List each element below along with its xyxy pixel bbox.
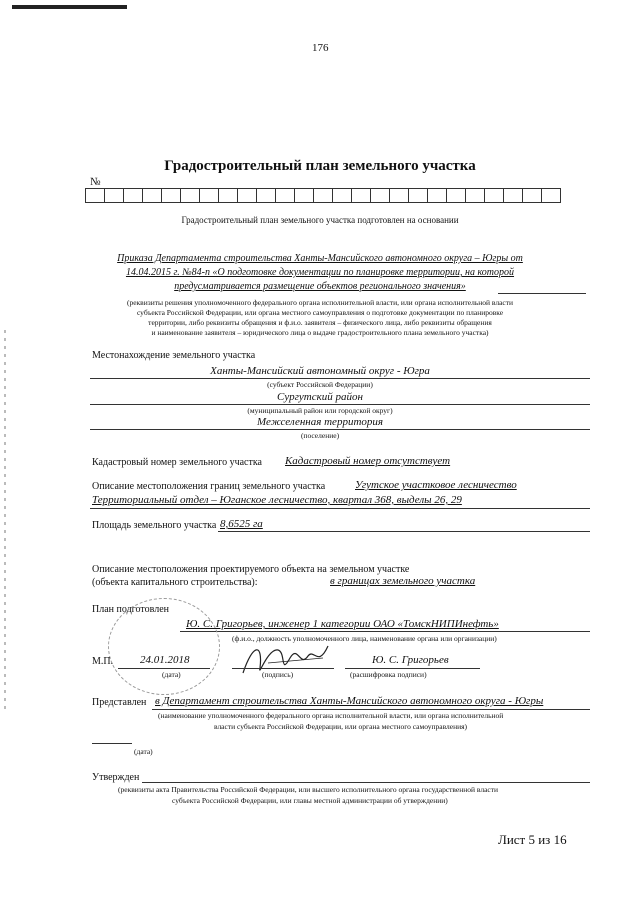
date-line <box>118 668 210 669</box>
name-note: (расшифровка подписи) <box>350 670 427 679</box>
cadastral-label: Кадастровый номер земельного участка <box>92 457 262 468</box>
object-label-2: (объекта капитального строительства): <box>92 577 258 588</box>
district-line <box>90 404 590 405</box>
prepared-label: План подготовлен <box>92 604 169 615</box>
presented-note-2: власти субъекта Российской Федерации, или органа местного самоуправления) <box>214 722 468 731</box>
presented-note-1: (наименование уполномоченного федерального органа исполнительной власти, или органа исполнительной <box>158 711 504 720</box>
presented-label: Представлен <box>92 697 147 708</box>
basis-note-4: и наименование заявителя – юридического лица о выдаче градостроительного плана земельного участка) <box>151 328 489 337</box>
location-label: Местонахождение земельного участка <box>92 350 256 361</box>
date-value: 24.01.2018 <box>140 654 190 666</box>
area-value: 8,6525 га <box>220 518 263 530</box>
sign-note: (подпись) <box>262 670 294 679</box>
date2-note: (дата) <box>134 747 153 756</box>
mp-label: М.П. <box>92 656 114 667</box>
cadastral-value: Кадастровый номер отсутствует <box>285 455 451 467</box>
basis-note-1: (реквизиты решения уполномоченного федерального органа исполнительной власти, или органа исполнительной власти <box>126 298 514 307</box>
number-label: № <box>90 176 101 188</box>
boundaries-line <box>90 508 590 509</box>
approved-label: Утвержден <box>92 772 140 783</box>
basis-note-3: территории, либо реквизиты обращения и ф.и.о. заявителя – физического лица, либо реквизиты обращения <box>148 318 492 327</box>
basis-line-2: 14.04.2015 г. №84-п «О подготовке документации по планировке территории, на которой <box>125 267 515 278</box>
name-line <box>345 668 480 669</box>
settlement-note: (поселение) <box>300 431 340 440</box>
subject-line <box>90 378 590 379</box>
area-label: Площадь земельного участка <box>92 520 217 531</box>
prepared-value: Ю. С. Григорьев, инженер 1 категории ОАО «ТомскНИПИнефть» <box>186 618 499 630</box>
prepared-line <box>180 631 590 632</box>
number-cells <box>85 188 561 203</box>
boundaries-value-1: Угутское участковое лесничество <box>355 479 517 491</box>
basis-heading: Градостроительный план земельного участка подготовлен на основании <box>181 215 459 225</box>
approved-line <box>142 782 590 783</box>
page-number: 176 <box>312 42 329 54</box>
approved-note-2: субъекта Российской Федерации, или главы местной администрации об утверждении) <box>172 796 448 805</box>
basis-line-3: предусматривается размещение объектов регионального значения» <box>174 281 466 292</box>
subject-value: Ханты-Мансийский автономный округ - Югра <box>210 365 430 377</box>
object-value: в границах земельного участка <box>330 575 476 587</box>
sheet-label: Лист 5 из 16 <box>498 832 567 847</box>
boundaries-label: Описание местоположения границ земельного участка <box>92 481 326 492</box>
signature-line <box>232 668 334 669</box>
settlement-value: Межселенная территория <box>256 416 384 428</box>
approved-note-1: (реквизиты акта Правительства Российской Федерации, или высшего исполнительного органа государственной власти <box>118 785 499 794</box>
basis-line-1: Приказа Департамента строительства Ханты-Мансийского автономного округа – Югры от <box>117 253 523 264</box>
boundaries-value-2: Территориальный отдел – Юганское лесничество, квартал 368, выделы 26, 29 <box>92 494 462 506</box>
organization-seal <box>108 598 220 695</box>
presented-line <box>152 709 590 710</box>
date2-line <box>92 743 132 744</box>
subject-note: (субъект Российской Федерации) <box>267 380 373 389</box>
date-note: (дата) <box>162 670 181 679</box>
top-edge-mark <box>12 5 127 9</box>
district-note: (муниципальный район или городской округ) <box>247 406 393 415</box>
presented-value: в Департамент строительства Ханты-Мансийского автономного округа - Югры <box>155 695 544 707</box>
settlement-line <box>90 429 590 430</box>
area-line <box>218 531 590 532</box>
basis-note-2: субъекта Российской Федерации, или органа местного самоуправления о подготовке документации по планировке <box>136 308 504 317</box>
name-value: Ю. С. Григорьев <box>372 654 449 666</box>
prepared-note: (ф.и.о., должность уполномоченного лица, наименование органа или организации) <box>232 634 497 643</box>
document-title: Градостроительный план земельного участка <box>164 158 476 174</box>
district-value: Сургутский район <box>277 391 363 403</box>
object-label-1: Описание местоположения проектируемого объекта на земельном участке <box>92 564 410 575</box>
basis-underline <box>498 293 586 294</box>
